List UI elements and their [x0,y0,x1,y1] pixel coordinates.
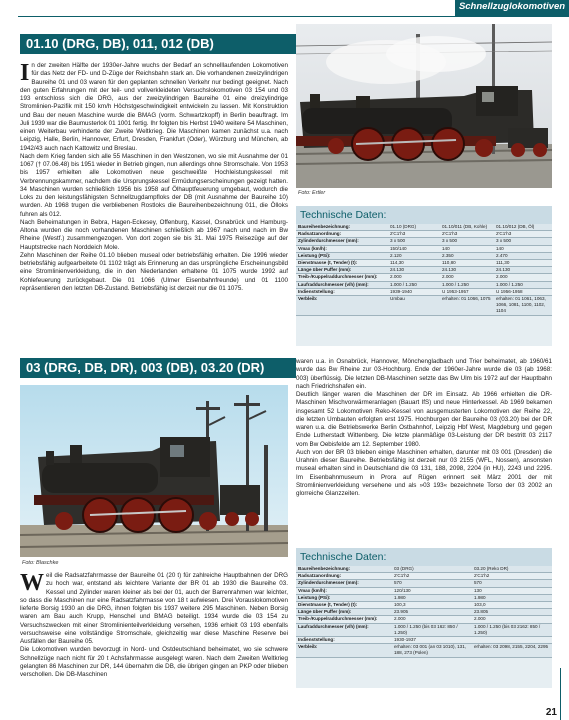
tech-data-row [296,288,552,295]
section1-paragraph: Nach dem Krieg fanden sich alle 55 Maschinen in den Westzonen, wo sie mit Ausnahme der 01 1067 († 07.06.48) bis 1951 wieder in Betrieb gingen, nun allerdings ohne Stromschale. Von 1953 bis 1957 erhielten alle Lokomotiven neue geschweißte Hochleistungskessel mit Verbrennungskammer, nachdem die Ursprungskessel Ermüdungserscheinungen gezeigt hatten. 34 Maschinen wurden schließlich 1956 bis 1958 auf Ölhauptfeuerung umgebaut, wodurch die Loks zu den leistungsfähigsten Schnellzugdampfloks der DB (mit Ausnahme der Baureihe 10) wurden. Ab 1968 trugen die verbliebenen Rostloks die Baureihenbezeichnung 011, die Ölloks fuhren als 012. [20,152,288,218]
tech-data-value: 3 x 500 [494,238,552,245]
tech-data-value: 1.980 [472,594,552,601]
header-rule [18,16,569,17]
tech-data-value: 130 [472,587,552,594]
tech-data-row [296,274,552,281]
tech-data-value: 3 x 500 [388,238,440,245]
tech-data-row [296,594,552,601]
tech-data-value: 1939-1940 [388,288,440,295]
tech-data-label: Vmax (km/h): [296,245,388,252]
tech-data-row [296,238,552,245]
section2-paragraph: Die Lokomotiven wurden bevorzugt in Nord- und Ostdeutschland beheimatet, wo sie schwere Schnellzüge nach nicht für 20 t Achsfahrmasse ausgelegt waren. Nach dem Zweiten Weltkrieg gelangten 86 Maschinen zur DR, 144 übernahm die DB, die übrigen gingen an PKP oder blieben verschollen. Die DB-Maschinen [20,646,288,678]
tech-data-value: 140 [440,245,494,252]
tech-data-value: 1.000 / 1.250 (bis 03 2162: 850 / 1.250) [472,623,552,636]
tech-data-value: 120/130 [392,587,472,594]
section2-paragraph: eil die Radsatzfahrmasse der Baureihe 01 (20 t) für zahlreiche Hauptbahnen der DRG zu hoch war, entstand als leichtere Variante der BR 01 ab 1930 die Baureihe 03. Kessel und Zylinder waren kleiner als bei der 01, auch der Barrenrahmen war leichter, so dass die Maschinen nur eine Radsatzfahrmasse von 18 t aufwiesen. Drei Vorauslokomotiven lieferte Borsig 1930 an die DRG, ihnen folgten bis 1937 weitere 295 Maschinen. Neben Borsig waren am Bau auch Krupp, Henschel und BMAG beteiligt. 1934 wurde die 03 154 zu Versuchszwecken mit einer Stromlinienteilverkleidung versehen, 1936 erhielt 03 193 ebenfalls versuchsweise eine vollständige Stromschale, gleichzeitig war diese Maschine Reserve bei Ausfällen der Baureihe 05. [20,572,288,645]
section2-banner [20,358,296,378]
tech-data-value: 01.10 (DRG) [388,224,440,231]
tech-data-value: 1930-1937 [392,637,472,644]
section1-paragraph: Zehn Maschinen der Reihe 01.10 blieben museal oder betriebsfähig erhalten. Die 1996 wieder betriebsfähig aufgearbeitete 01 1102 trägt als Erinnerung an das ursprüngliche Erscheinungsbild eine Stromlinienverkleidung, die in den Niederlanden erhaltene 01 1075 wurde 1992 auf Kohlefeuerung zurückgebaut. Die 01 1066 (Ulmer Eisenbahnfreunde) und 01 1100 repräsentieren den letzten DB-Zustand. Betriebsfähig ist derzeit nur die 01 1075. [20,251,288,292]
section1-text [20,62,288,380]
tech-data-value: 570 [472,580,552,587]
tech-data-label: Laufraddurchmesser (v/h) (mm): [296,281,388,288]
tech-data-value: 2'C1'h3 [494,231,552,238]
tech-data-value: 03 (DRG) [392,566,472,573]
running-header-title: Schnellzuglokomotiven [458,1,566,12]
section2-dropcap: W [20,572,44,596]
tech-data-title-2: Technische Daten: [296,548,552,566]
tech-data-row [296,587,552,594]
tech-data-box-1 [296,206,552,346]
tech-data-value: 570 [392,580,472,587]
section1-paragraph: n der zweiten Hälfte der 1930er-Jahre wuchs der Bedarf an schnelllaufenden Lokomotiven für das Netz der FD- und D-Züge der Reichsbahn stark an. Die vorhandenen zweizylindrigen Baureihe 01 und 03 waren für den geplanten schnellen Verkehr nur bedingt geeignet. Nach den guten Erfahrungen mit der teil- und vollverkleideten Versuchslokomotiven 03 154 und 03 193 entschloss sich die DRG, aus der zweizylindrigen Baureihe 01 eine dreizylindrige Stromlinien-Pazifik mit 150 km/h Höchstgeschwindigkeit entwickeln zu lassen. Mit Konstruktion und Bau der neuen Maschine wurde die BMAG (vorm. Schwartzkopff) in Berlin beauftragt. Im Juli 1939 war die Baumusterlok 01 1001 fertig. Ihr folgten bis Herbst 1940 weitere 54 Maschinen, einen Weiterbau verhinderte der Zweite Weltkrieg. Die Maschinen kamen zunächst u.a. nach Leipzig, Halle, Berlin, Hannover, Erfurt, Dresden, Frankfurt (Oder), Würzburg und München, ab 1942/43 auch nach Kattowitz und Breslau. [20,62,288,152]
tech-data-value: 2.000 [494,274,552,281]
tech-data-value: 01.10/011 (DB, Kohle) [440,224,494,231]
tech-data-value: 103,0 [472,602,552,609]
section2-photo-caption: Foto: Blaschke [22,560,59,566]
section2-photo [20,385,288,557]
section2-title: 03 (DRG, DB, DR), 003 (DB), 03.20 (DR) [26,360,265,375]
tech-data-value: 2.120 [388,252,440,259]
tech-data-value: 2.000 [440,274,494,281]
tech-data-value: 140 [494,245,552,252]
section1-banner [20,34,296,54]
tech-data-value: erhalten: 01 1061, 1063, 1066, 1081, 1100, 1102, 1104 [494,296,552,316]
tech-data-label: Treib-/Kuppelraddurchmesser (mm): [296,274,388,281]
section1-photo [296,24,552,188]
section1-dropcap: I [20,62,30,86]
tech-data-value: 2'C1'h2 [392,573,472,580]
tech-data-label: Verbleib: [296,296,388,316]
tech-data-table-2 [296,566,552,658]
tech-data-row [296,260,552,267]
tech-data-value: 24.130 [388,267,440,274]
tech-data-row [296,573,552,580]
tech-data-value: 3 x 500 [440,238,494,245]
tech-data-row [296,281,552,288]
tech-data-row [296,231,552,238]
tech-data-row [296,644,552,657]
tech-data-value: 03.20 (Reko DR) [472,566,552,573]
tech-data-row [296,267,552,274]
tech-data-label: Baureihenbezeichnung: [296,566,392,573]
section1-photo-caption: Foto: Ertler [298,190,326,196]
tech-data-value: 2.000 [392,616,472,623]
section2-paragraph: waren u.a. in Osnabrück, Hannover, Mönchengladbach und Trier beheimatet, ab 1960/61 wurde das Bw Rheine zur 03-Hochburg. Ende der 1960er-Jahre wurde die 03 (ab 1968: 003) überflüssig. Die letzten DB-Maschinen setzte das Bw Ulm bis 1972 auf der Hauptbahn nach Friedrichshafen ein. [296,358,552,390]
tech-data-value: 1.000 / 1.250 [388,281,440,288]
tech-data-value: 100,3 [392,602,472,609]
tech-data-row [296,602,552,609]
tech-data-label: Länge über Puffer (mm): [296,267,388,274]
tech-data-value: 1.000 / 1.250 [440,281,494,288]
tech-data-value: 150/140 [388,245,440,252]
tech-data-label: Vmax (km/h): [296,587,392,594]
tech-data-row [296,566,552,573]
tech-data-label: Indienststellung: [296,288,388,295]
tech-data-value: U 1953-1957 [440,288,494,295]
tech-data-label: Zylinderdurchmesser (mm): [296,580,392,587]
locomotive-03-photo [20,385,288,557]
section2-paragraph: Auch von der BR 03 blieben einige Maschinen erhalten, darunter mit 03 001 (Dresden) die Urahnin dieser Baureihe. Betriebsfähig ist derzeit nur 03 2155 (WFL, Nossen), ansonsten museal erhalten sind in Deutschland die 03 131, 188, 2098, 2204 (in HU), 2243 und 2295. Im Eisenbahnmuseum in Prora auf Rügen erinnert seit März 2001 der mit Stromlinienverkleidung versehene und als »03 193« bezeichnete Torso der 03 2002 an glorreiche Glanzzeiten. [296,448,552,497]
tech-data-value: erhalten: 01 1066, 1075 [440,296,494,316]
tech-data-box-2 [296,548,552,688]
tech-data-value: 1.000 / 1.250 [494,281,552,288]
tech-data-label: Treib-/Kuppelraddurchmesser (mm): [296,616,392,623]
section2-right-text [296,358,552,544]
tech-data-label: Baureihenbezeichnung: [296,224,388,231]
tech-data-row [296,224,552,231]
tech-data-value: Umbau [388,296,440,316]
tech-data-label: Dienstmasse (t, Tender) (t): [296,602,392,609]
tech-data-value: U 1956-1958 [494,288,552,295]
tech-data-title-1: Technische Daten: [296,206,552,224]
tech-data-row [296,296,552,316]
section1-title: 01.10 (DRG, DB), 011, 012 (DB) [26,36,214,51]
tech-data-value: 23.905 [392,609,472,616]
tech-data-row [296,580,552,587]
tech-data-value: 1.000 / 1.250 (bis 03 162: 850 / 1.250) [392,623,472,636]
section2-paragraph: Deutlich länger waren die Maschinen der DR im Einsatz. Ab 1966 erhielten die DR-Maschinen Mischvorwärmeranlagen (Bauart IfS) und neue Hinterkessel. Ab 1969 bekamen insgesamt 52 Lokomotiven Reko-Kessel von ausgemusterten Lokomotiven der Reihe 22, die letzten Umbauten erfolgten erst 1975. Hochburgen der Baureihe 03 (03.20) bei der DR waren u.a. die Betriebswerke Berlin Ostbahnhof, Leipzig Hbf West, Magdeburg und gegen Ende Lutherstadt Wittenberg. Die letzte planmäßige 03-Leistung der DR bestritt 03 2117 vom Bw Oebisfelde am 12. September 1980. [296,391,552,448]
tech-data-value: 24.130 [494,267,552,274]
tech-data-value: 2.000 [388,274,440,281]
tech-data-label: Zylinderdurchmesser (mm): [296,238,388,245]
tech-data-value: erhalten: 03 001 (an 03 1010), 131, 188, 273 (Polen) [392,644,472,657]
tech-data-value: 01.10/012 (DB, Öl) [494,224,552,231]
tech-data-label: Leistung (PSi): [296,252,388,259]
tech-data-value: 24.130 [440,267,494,274]
tech-data-value: 2.470 [494,252,552,259]
tech-data-label: Länge über Puffer (mm): [296,609,392,616]
tech-data-value: 114,30 [388,260,440,267]
running-header [455,0,569,16]
tech-data-value: 1.980 [392,594,472,601]
tech-data-table-1 [296,224,552,316]
tech-data-value: 2'C1'h2 [472,573,552,580]
tech-data-row [296,623,552,636]
tech-data-row [296,609,552,616]
tech-data-value [472,637,552,644]
tech-data-value: 2'C1'h3 [388,231,440,238]
tech-data-label: Leistung (PSi): [296,594,392,601]
tech-data-value: 23.805 [472,609,552,616]
section2-left-text [20,572,288,714]
tech-data-value: 2'C1'h3 [440,231,494,238]
tech-data-row [296,637,552,644]
tech-data-row [296,245,552,252]
tech-data-label: Verbleib: [296,644,392,657]
page-number: 21 [545,707,557,718]
tech-data-label: Radsatzanordnung: [296,231,388,238]
tech-data-label: Indienststellung: [296,637,392,644]
tech-data-row [296,616,552,623]
tech-data-value: erhalten: 03 2098, 2155, 2204, 2295 [472,644,552,657]
tech-data-row [296,252,552,259]
section1-paragraph: Nach Beheimatungen in Bebra, Hagen-Eckesey, Offenburg, Kassel, Osnabrück und Hamburg-Altona wurden die noch vorhandenen Maschinen schließlich ab 1967 nach und nach im Bw Rheine (Westf.) zusammengezogen. Von dort zogen sie bis 31. Mai 1975 Reisezüge auf der Hauptstrecke nach Norddeich Mole. [20,218,288,251]
tech-data-label: Laufraddurchmesser (v/h) (mm): [296,623,392,636]
tech-data-value: 110,80 [440,260,494,267]
page-edge-rule [560,668,561,720]
tech-data-label: Dienstmasse (t, Tender) (t): [296,260,388,267]
tech-data-label: Radsatzanordnung: [296,573,392,580]
tech-data-value: 2.350 [440,252,494,259]
tech-data-value: 111,30 [494,260,552,267]
tech-data-value: 2.000 [472,616,552,623]
locomotive-01-photo [296,24,552,188]
